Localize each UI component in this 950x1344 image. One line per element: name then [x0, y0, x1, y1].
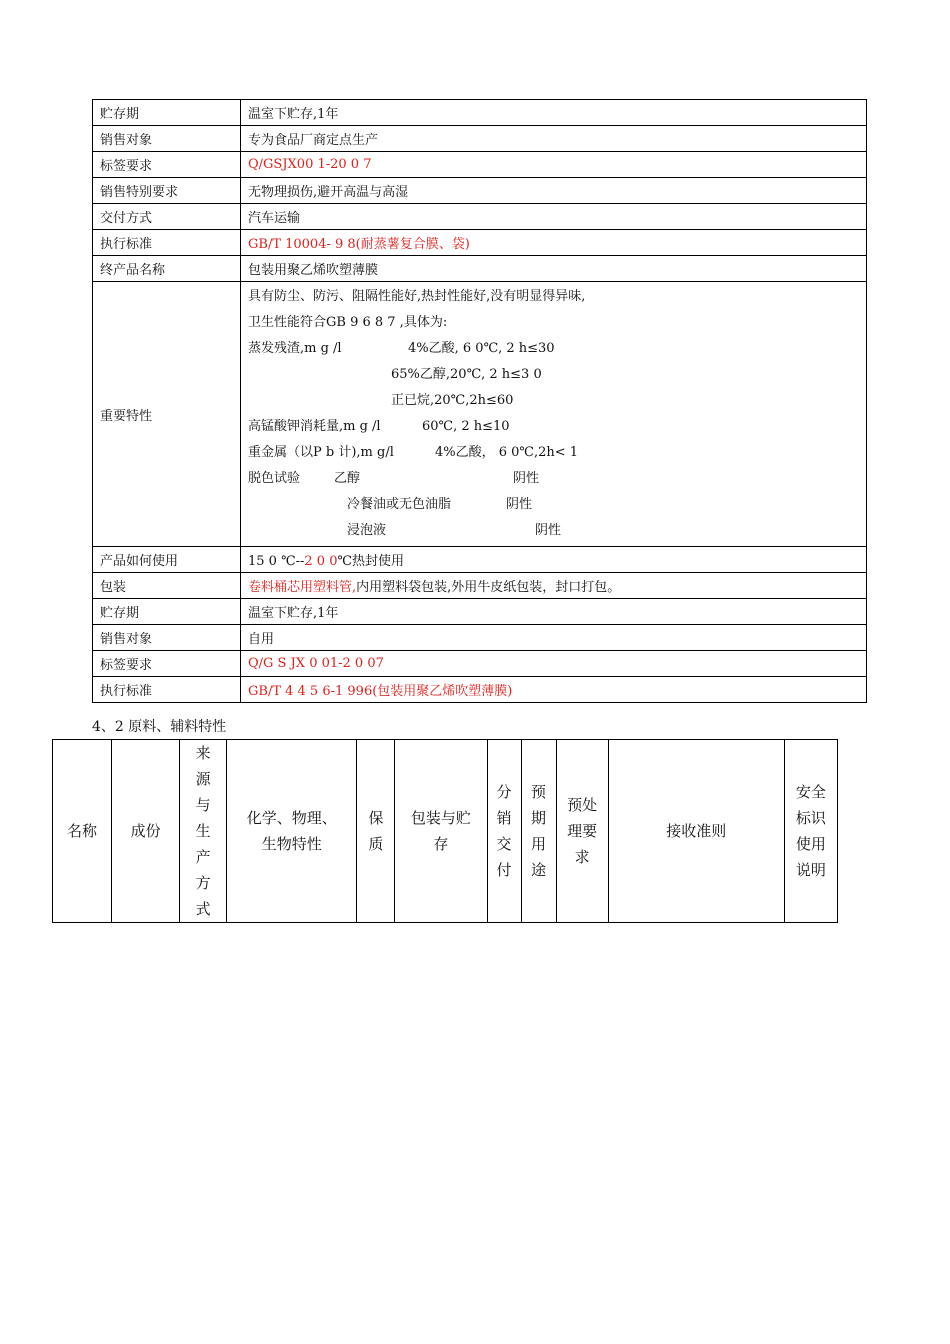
row-label: 标签要求	[93, 152, 241, 178]
table-row	[93, 230, 867, 256]
column-header-distribution: 分销交付	[487, 740, 521, 923]
feature-line: 65%乙醇,20℃, 2 h≤3 0	[391, 367, 542, 382]
row-label: 标签要求	[93, 651, 241, 677]
row-value: Q/G S JX 0 01-2 0 07	[241, 651, 867, 677]
column-header-packaging: 包装与贮存	[395, 740, 487, 923]
row-value: 15 0 ℃--2 0 0℃热封使用	[241, 547, 867, 573]
row-label: 交付方式	[93, 204, 241, 230]
table-row	[93, 599, 867, 625]
feature-line: 蒸发残渣,m g /l 4%乙酸, 6 0℃, 2 h≤30	[248, 341, 555, 356]
row-label: 产品如何使用	[93, 547, 241, 573]
table-row	[93, 256, 867, 282]
feature-line: 高锰酸钾消耗量,m g /l 60℃, 2 h≤10	[248, 419, 510, 434]
column-header-acceptance: 接收准则	[608, 740, 784, 923]
table-row	[93, 100, 867, 126]
feature-line: 浸泡液 阴性	[347, 523, 562, 538]
row-value: 专为食品厂商定点生产	[241, 126, 867, 152]
table-row	[93, 547, 867, 573]
header-row	[53, 740, 838, 923]
column-header-source: 来源与生产方式	[180, 740, 227, 923]
table-row	[93, 126, 867, 152]
product-spec-table	[92, 99, 867, 703]
row-label: 重要特性	[93, 282, 241, 547]
column-header-composition: 成份	[112, 740, 180, 923]
section-title: 4、2 原料、辅料特性	[92, 719, 227, 735]
row-value: 自用	[241, 625, 867, 651]
row-label: 贮存期	[93, 599, 241, 625]
row-value: 无物理损伤,避开高温与高湿	[241, 178, 867, 204]
table-row	[93, 677, 867, 703]
column-header-intended-use: 预期用途	[521, 740, 556, 923]
table-row	[93, 178, 867, 204]
materials-table	[52, 739, 838, 923]
table-row	[93, 152, 867, 178]
column-header-name: 名称	[53, 740, 112, 923]
column-header-properties: 化学、物理、生物特性	[227, 740, 357, 923]
table-row	[93, 204, 867, 230]
row-label: 执行标准	[93, 230, 241, 256]
row-value: 卷料桶芯用塑料管,内用塑料袋包装,外用牛皮纸包装，封口打包。	[241, 573, 867, 599]
feature-line: 重金属（以P b 计),m g/l 4%乙酸， 6 0℃,2h< 1	[248, 445, 579, 460]
feature-line: 正已烷,20℃,2h≤60	[391, 393, 514, 408]
row-label: 销售对象	[93, 625, 241, 651]
table-row	[93, 573, 867, 599]
row-value: GB/T 4 4 5 6-1 996(包装用聚乙烯吹塑薄膜)	[241, 677, 867, 703]
feature-line: 卫生性能符合GB 9 6 8 7 ,具体为:	[248, 315, 448, 330]
table-row-features	[93, 282, 867, 547]
column-header-pretreatment: 预处理要求	[556, 740, 608, 923]
column-header-shelf-life: 保质	[357, 740, 395, 923]
table-row	[93, 651, 867, 677]
row-value: Q/GSJX00 1-20 0 7	[241, 152, 867, 178]
features-cell	[241, 282, 867, 547]
row-value: 包装用聚乙烯吹塑薄膜	[241, 256, 867, 282]
row-label: 终产品名称	[93, 256, 241, 282]
row-value: 汽车运输	[241, 204, 867, 230]
row-value: 温室下贮存,1年	[241, 599, 867, 625]
row-label: 包装	[93, 573, 241, 599]
row-value: 温室下贮存,1年	[241, 100, 867, 126]
feature-line: 脱色试验 乙醇 阴性	[248, 471, 540, 486]
row-value: GB/T 10004- 9 8(耐蒸薯复合膜、袋)	[241, 230, 867, 256]
row-label: 贮存期	[93, 100, 241, 126]
table-row	[93, 625, 867, 651]
column-header-safety-label: 安全标识使用说明	[784, 740, 837, 923]
row-label: 执行标准	[93, 677, 241, 703]
row-label: 销售对象	[93, 126, 241, 152]
row-label: 销售特别要求	[93, 178, 241, 204]
feature-line: 具有防尘、防污、阻隔性能好,热封性能好,没有明显得异味,	[248, 289, 586, 304]
feature-line: 冷餐油或无色油脂 阴性	[347, 497, 533, 512]
